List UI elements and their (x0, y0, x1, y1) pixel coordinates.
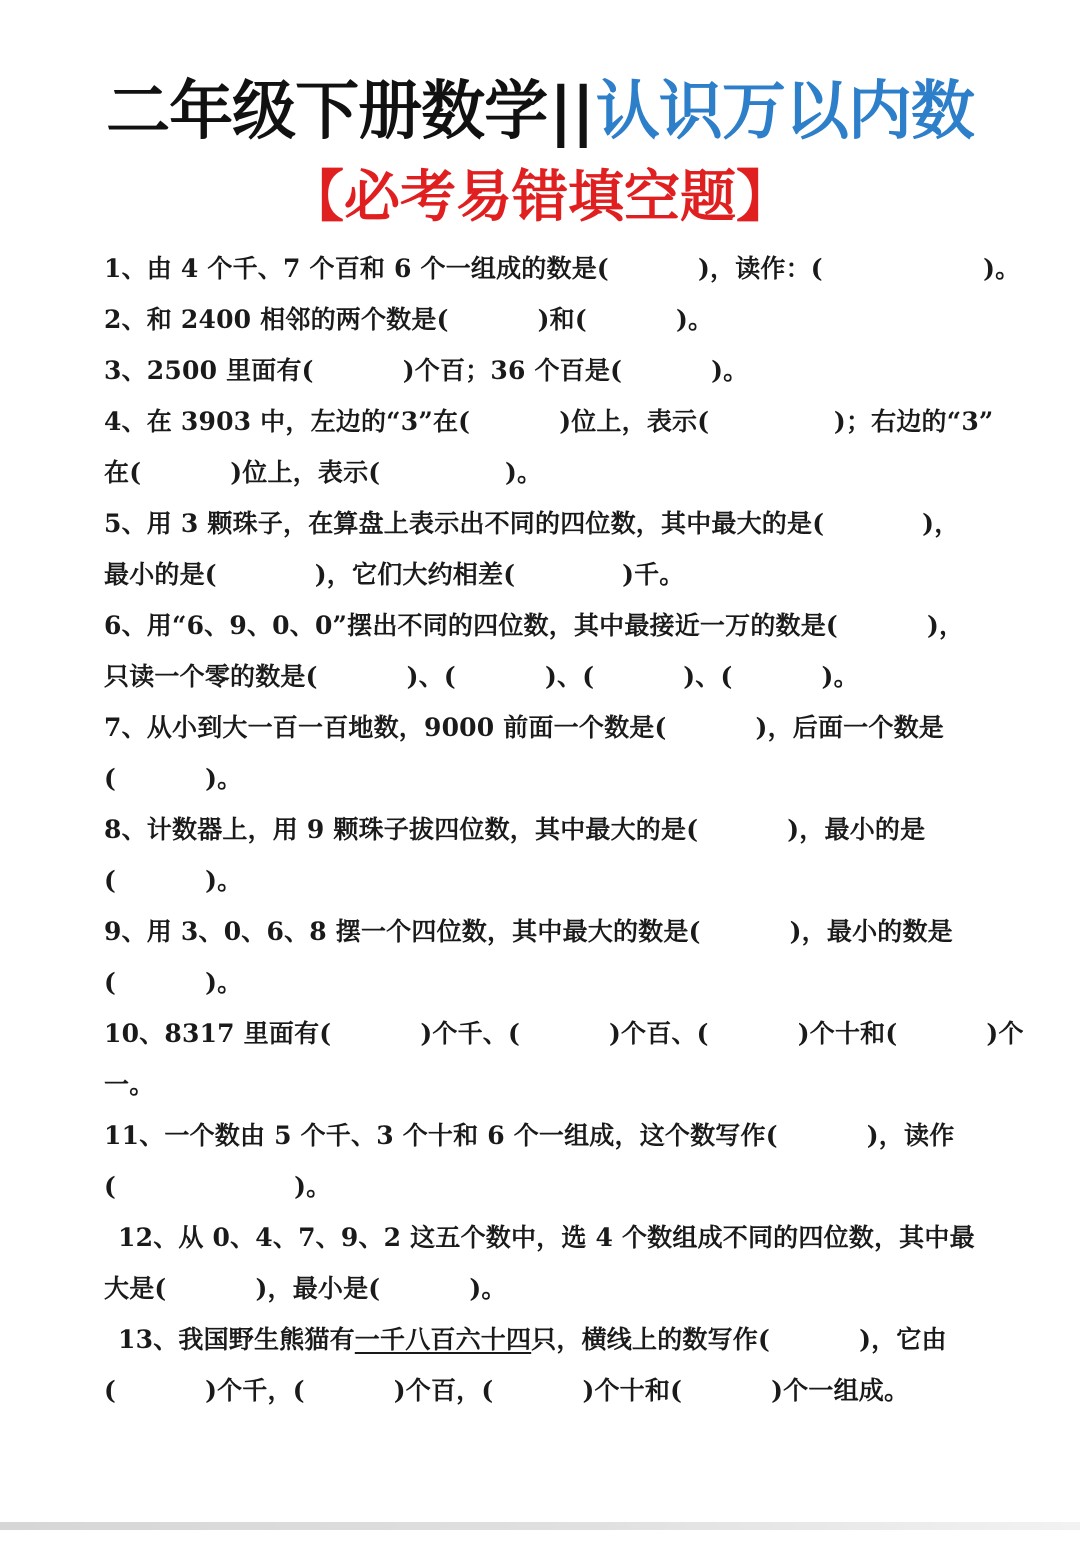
question-list (104, 243, 1024, 1416)
bottom-scroll-bar (0, 1522, 1080, 1530)
question-10-line-1: 10、8317 里面有( )个千、( )个百、( )个十和( )个 (104, 1019, 1024, 1048)
question-8-line-1: 8、计数器上，用 9 颗珠子拔四位数，其中最大的是( )，最小的是 (104, 815, 926, 844)
title-separator: || (549, 75, 594, 149)
question-7-line-2: ( )。 (104, 764, 243, 793)
question-5-line-2: 最小的是( )，它们大约相差( )千。 (104, 560, 685, 589)
question-8-line-2: ( )。 (104, 866, 243, 895)
question-11-line-2: ( )。 (104, 1172, 332, 1201)
question-11-line-1: 11、一个数由 5 个千、3 个十和 6 个一组成，这个数写作( )，读作 (104, 1121, 955, 1150)
page-subtitle: 【必考易错填空题】 (288, 165, 792, 230)
question-4-line-1: 4、在 3903 中，左边的“3”在( )位上，表示( )；右边的“3” (104, 407, 994, 436)
question-9-line-2: ( )。 (104, 968, 243, 997)
question-3-line: 3、2500 里面有( )个百；36 个百是( )。 (104, 356, 749, 385)
question-1-line: 1、由 4 个千、7 个百和 6 个一组成的数是( )，读作：( )。 (104, 254, 1021, 283)
question-12-line-1: 12、从 0、4、7、9、2 这五个数中，选 4 个数组成不同的四位数，其中最 (118, 1223, 975, 1252)
question-6-line-1: 6、用“6、9、0、0”摆出不同的四位数，其中最接近一万的数是( )， (104, 611, 965, 640)
title-grade: 二年级下册数学 (106, 75, 548, 149)
question-7-line-1: 7、从小到大一百一百地数，9000 前面一个数是( )，后面一个数是 (104, 713, 944, 742)
page-title (0, 72, 1080, 152)
question-13-suffix: 只，横线上的数写作( )，它由 (531, 1325, 947, 1354)
question-6-line-2: 只读一个零的数是( )、( )、( )、( )。 (104, 662, 859, 691)
question-13-underlined-number: 一千八百六十四 (354, 1325, 532, 1354)
question-13-line-2: ( )个千，( )个百，( )个十和( )个一组成。 (104, 1376, 910, 1405)
question-5-line-1: 5、用 3 颗珠子，在算盘上表示出不同的四位数，其中最大的是( )， (104, 509, 960, 538)
title-topic: 认识万以内数 (595, 75, 974, 149)
question-12-line-2: 大是( )，最小是( )。 (104, 1274, 507, 1303)
question-2-line: 2、和 2400 相邻的两个数是( )和( )。 (104, 305, 714, 334)
question-13-prefix: 13、我国野生熊猫有 (118, 1325, 355, 1354)
question-4-line-2: 在( )位上，表示( )。 (104, 458, 543, 487)
question-10-line-2: 一。 (104, 1070, 155, 1099)
question-9-line-1: 9、用 3、0、6、8 摆一个四位数，其中最大的数是( )，最小的数是 (104, 917, 953, 946)
question-13-line-1 (104, 1314, 1004, 1365)
